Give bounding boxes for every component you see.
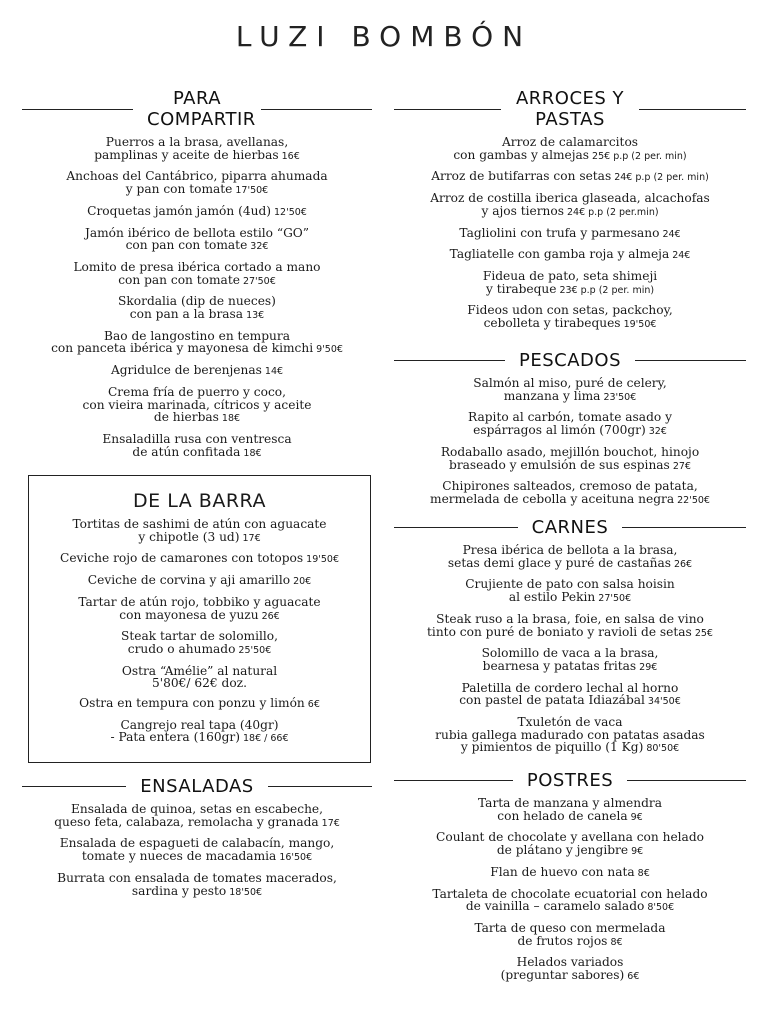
menu-item-price: 18€ bbox=[221, 413, 241, 425]
menu-item bbox=[22, 227, 372, 254]
menu-item-price: 24€ p.p (2 per.min) bbox=[566, 206, 659, 218]
menu-item-text: Ostra “Amélie” al natural bbox=[121, 663, 278, 678]
menu-item-text: Rodaballo asado, mejillón bouchot, hinojo bbox=[440, 444, 700, 459]
menu-item-line: con helado de canela bbox=[497, 808, 628, 823]
menu-item-price: 29€ bbox=[639, 661, 658, 673]
menu-item-text: Tortitas de sashimi de atún con aguacate bbox=[72, 517, 327, 531]
menu-item-text: Tartaleta de chocolate ecuatorial con helado bbox=[432, 886, 708, 901]
menu-item-price: 14€ bbox=[264, 366, 284, 378]
section-para-compartir bbox=[22, 88, 372, 460]
menu-item-line: queso feta, calabaza, remolacha y granada bbox=[54, 814, 319, 829]
menu-item bbox=[29, 552, 370, 567]
menu-item-text bbox=[394, 227, 746, 242]
menu-item bbox=[394, 270, 746, 297]
menu-item-line: mermelada de cebolla y aceituna negra bbox=[430, 491, 675, 506]
menu-item-text: Chipirones salteados, cremoso de patata, bbox=[442, 479, 698, 494]
menu-item-line: con mayonesa de yuzu bbox=[119, 607, 259, 622]
menu-item-price: 24€ p.p (2 per. min) bbox=[614, 172, 709, 184]
menu-item-text bbox=[394, 248, 746, 263]
menu-item-price: 27'50€ bbox=[242, 275, 276, 287]
section-title: ENSALADAS bbox=[140, 776, 254, 797]
menu-item-price: 12'50€ bbox=[274, 206, 307, 218]
menu-item bbox=[394, 716, 746, 756]
menu-item-text bbox=[22, 885, 372, 900]
menu-item-text bbox=[29, 643, 370, 658]
menu-item-text: Ensaladilla rusa con ventresca bbox=[102, 431, 292, 446]
menu-item bbox=[394, 170, 746, 185]
section-title: CARNES bbox=[531, 517, 609, 538]
menu-item-text: Rapito al carbón, tomate asado y bbox=[468, 410, 672, 425]
menu-item-text bbox=[29, 531, 370, 546]
menu-item bbox=[394, 227, 746, 242]
menu-item-text: Coulant de chocolate y avellana con helado bbox=[436, 830, 704, 845]
menu-item-line: de plátano y jengibre bbox=[496, 843, 629, 858]
menu-item-price: 23'50€ bbox=[603, 391, 637, 403]
menu-list bbox=[22, 803, 372, 899]
menu-item-text bbox=[394, 317, 746, 332]
menu-item-line: Tagliolini con trufa y parmesano bbox=[459, 225, 660, 240]
menu-item-price: 34'50€ bbox=[647, 696, 681, 708]
menu-item-line: con pan con tomate bbox=[118, 272, 240, 287]
menu-item-text bbox=[22, 239, 372, 254]
menu-item bbox=[22, 261, 372, 288]
section-title: PESCADOS bbox=[519, 350, 621, 371]
menu-item-price: 9€ bbox=[630, 811, 643, 823]
divider bbox=[268, 786, 372, 787]
menu-item-price: 17'50€ bbox=[235, 185, 269, 197]
menu-item-text bbox=[394, 810, 746, 825]
menu-item-line: con pan con tomate bbox=[125, 238, 248, 253]
menu-item-text: Lomito de presa ibérica cortado a mano bbox=[73, 259, 321, 274]
menu-item-text bbox=[22, 308, 372, 323]
section-arroces bbox=[394, 88, 746, 332]
menu-item-line: con gambas y almejas bbox=[453, 147, 590, 162]
menu-item-line: bearnesa y patatas fritas bbox=[482, 658, 637, 673]
menu-item-price: 16'50€ bbox=[279, 852, 313, 864]
menu-item-price: 9€ bbox=[631, 846, 644, 858]
divider bbox=[261, 109, 372, 110]
menu-item-text bbox=[394, 741, 746, 756]
menu-item-line: de atún confitada bbox=[132, 444, 241, 459]
menu-item bbox=[29, 665, 370, 690]
section-title: PARA COMPARTIR bbox=[147, 88, 256, 130]
divider bbox=[622, 527, 746, 528]
menu-item-price: 18€ / 66€ bbox=[242, 733, 289, 745]
menu-item-text bbox=[22, 342, 372, 357]
menu-item bbox=[394, 136, 746, 163]
menu-item-text: Crema fría de puerro y coco, bbox=[107, 384, 286, 399]
menu-item bbox=[394, 682, 746, 709]
menu-item-text bbox=[394, 459, 746, 474]
divider bbox=[635, 360, 746, 361]
menu-item-line: con pastel de patata Idiazábal bbox=[459, 693, 645, 708]
menu-item-text bbox=[22, 446, 372, 461]
divider bbox=[22, 109, 133, 110]
menu-item-text bbox=[394, 390, 746, 405]
divider bbox=[394, 109, 501, 110]
menu-item-text bbox=[22, 183, 372, 198]
section-pescados bbox=[394, 350, 746, 515]
menu-item-price: 24€ bbox=[662, 228, 681, 240]
menu-item-text: Paletilla de cordero lechal al horno bbox=[461, 680, 679, 695]
menu-item bbox=[394, 248, 746, 263]
menu-item-text: Cangrejo real tapa (40gr) bbox=[120, 717, 279, 732]
menu-item-price: 9'50€ bbox=[316, 344, 343, 356]
menu-item bbox=[394, 922, 746, 949]
menu-item-line: de frutos rojos bbox=[517, 933, 608, 948]
menu-item-text: Anchoas del Cantábrico, piparra ahumada bbox=[66, 169, 328, 184]
menu-list bbox=[29, 518, 370, 746]
menu-item-text: Steak tartar de solomillo, bbox=[120, 629, 278, 644]
menu-item-text bbox=[29, 552, 370, 567]
menu-item-line: de vainilla – caramelo salado bbox=[465, 899, 645, 914]
menu-item-line: tomate y nueces de macadamia bbox=[81, 849, 277, 864]
menu-item-text bbox=[394, 493, 746, 508]
menu-item-text bbox=[394, 844, 746, 859]
menu-item bbox=[394, 888, 746, 915]
menu-item-price: 17€ bbox=[242, 532, 261, 544]
menu-item-line: Ostra en tempura con ponzu y limón bbox=[79, 696, 305, 711]
menu-item-line: espárragos al limón (700gr) bbox=[473, 423, 646, 438]
menu-item-line: Croquetas jamón jamón (4ud) bbox=[87, 203, 272, 218]
menu-item bbox=[22, 205, 372, 220]
menu-item-text: Ensalada de quinoa, setas en escabeche, bbox=[70, 802, 324, 816]
menu-item bbox=[22, 330, 372, 357]
menu-item-text bbox=[394, 557, 746, 572]
menu-item bbox=[394, 831, 746, 858]
menu-item-price: 26€ bbox=[261, 610, 280, 622]
menu-item-price: 16€ bbox=[281, 150, 300, 162]
menu-item bbox=[394, 647, 746, 674]
menu-item-text bbox=[394, 283, 746, 298]
menu-item-price: 25'50€ bbox=[238, 644, 272, 656]
menu-item-text: Tartar de atún rojo, tobbiko y aguacate bbox=[78, 594, 321, 609]
menu-item-text bbox=[394, 591, 746, 606]
menu-item-line: tinto con puré de boniato y ravioli de setas bbox=[427, 624, 692, 639]
section-postres bbox=[394, 770, 746, 991]
menu-item bbox=[29, 719, 370, 746]
menu-item-price: 8€ bbox=[637, 867, 650, 879]
menu-item-text bbox=[394, 866, 746, 881]
menu-item-line: - Pata entera (160gr) bbox=[110, 730, 240, 745]
menu-item-text bbox=[394, 205, 746, 220]
menu-item-text bbox=[22, 149, 372, 164]
menu-item-text: Burrata con ensalada de tomates macerados, bbox=[57, 870, 337, 885]
menu-item-line: y chipotle (3 ud) bbox=[138, 529, 240, 544]
menu-item-line: pamplinas y aceite de hierbas bbox=[94, 147, 279, 162]
menu-item-price: 6€ bbox=[307, 699, 320, 711]
menu-item bbox=[394, 956, 746, 983]
menu-item bbox=[394, 304, 746, 331]
menu-item bbox=[29, 518, 370, 545]
menu-item-text bbox=[29, 574, 370, 589]
menu-item-line: manzana y lima bbox=[503, 388, 601, 403]
menu-item-text bbox=[22, 816, 372, 831]
menu-item-text: Tarta de manzana y almendra bbox=[478, 796, 662, 810]
divider bbox=[394, 527, 518, 528]
menu-item-text bbox=[394, 900, 746, 915]
menu-item bbox=[394, 411, 746, 438]
menu-item bbox=[394, 797, 746, 824]
menu-item-text bbox=[394, 969, 746, 984]
menu-item-line: de hierbas bbox=[153, 410, 219, 425]
menu-item-text bbox=[394, 660, 746, 675]
menu-item-text: Fideua de pato, seta shimeji bbox=[482, 268, 658, 283]
menu-list bbox=[22, 136, 372, 460]
menu-item-text: Solomillo de vaca a la brasa, bbox=[481, 646, 659, 661]
menu-item-text: rubia gallega madurado con patatas asadas bbox=[435, 727, 705, 742]
menu-item-text bbox=[22, 850, 372, 865]
menu-item-text: Puerros a la brasa, avellanas, bbox=[105, 135, 289, 149]
section-header bbox=[394, 517, 746, 538]
menu-item-price: 19'50€ bbox=[306, 554, 339, 566]
menu-item-text: Fideos udon con setas, packchoy, bbox=[467, 303, 673, 318]
menu-item-line: crudo o ahumado bbox=[127, 641, 236, 656]
menu-item bbox=[394, 613, 746, 640]
menu-item-price: 32€ bbox=[648, 426, 667, 438]
menu-item-text bbox=[394, 626, 746, 641]
menu-item bbox=[22, 170, 372, 197]
menu-item-text bbox=[22, 364, 372, 379]
section-header bbox=[22, 88, 372, 130]
menu-item-line: con pan a la brasa bbox=[129, 307, 244, 322]
menu-item-text: Arroz de costilla iberica glaseada, alcachofas bbox=[430, 191, 710, 206]
menu-item-price: 8€ bbox=[610, 936, 623, 948]
menu-item-line: y tirabeque bbox=[485, 281, 557, 296]
menu-item bbox=[394, 446, 746, 473]
menu-item-price: 6€ bbox=[627, 971, 640, 983]
menu-item-text: con vieira marinada, cítricos y aceite bbox=[82, 397, 312, 412]
menu-item-text: Jamón ibérico de bellota estilo “GO” bbox=[84, 225, 310, 240]
menu-item-price: 80'50€ bbox=[646, 743, 680, 755]
section-header bbox=[394, 88, 746, 130]
restaurant-brand: LUZI BOMBÓN bbox=[235, 20, 533, 53]
menu-item bbox=[22, 295, 372, 322]
menu-item-line: Flan de huevo con nata bbox=[490, 864, 635, 879]
right-column bbox=[394, 88, 746, 339]
menu-item-text: Helados variados bbox=[516, 955, 624, 970]
menu-item-price: 13€ bbox=[246, 310, 265, 322]
menu-item-text: Crujiente de pato con salsa hoisin bbox=[465, 577, 675, 592]
menu-item-line: Ceviche rojo de camarones con totopos bbox=[60, 551, 304, 566]
menu-item-text: Steak ruso a la brasa, foie, en salsa de vino bbox=[436, 611, 704, 626]
menu-item-line: sardina y pesto bbox=[131, 883, 227, 898]
menu-item bbox=[394, 544, 746, 571]
menu-item-text: 5'80€/ 62€ doz. bbox=[152, 676, 247, 691]
menu-item-price: 23€ p.p (2 per. min) bbox=[559, 284, 655, 296]
section-ensaladas bbox=[22, 776, 372, 906]
menu-item-text: Skordalia (dip de nueces) bbox=[118, 294, 276, 309]
menu-item-line: braseado y emulsión de sus espinas bbox=[449, 457, 670, 472]
menu-list bbox=[394, 797, 746, 984]
menu-item-price: 27'50€ bbox=[598, 593, 632, 605]
section-de-la-barra bbox=[28, 475, 371, 763]
menu-item-text bbox=[394, 170, 746, 185]
menu-list bbox=[394, 544, 746, 756]
menu-item bbox=[394, 377, 746, 404]
menu-item-line: Tagliatelle con gamba roja y almeja bbox=[449, 247, 670, 262]
menu-item-price: 18€ bbox=[243, 447, 262, 459]
menu-item-line: y pimientos de piquillo (1 Kg) bbox=[460, 740, 644, 755]
section-header bbox=[394, 770, 746, 791]
menu-item bbox=[394, 480, 746, 507]
menu-item bbox=[394, 578, 746, 605]
menu-item-line: Ceviche de corvina y aji amarillo bbox=[87, 573, 291, 588]
divider bbox=[639, 109, 746, 110]
menu-item bbox=[394, 866, 746, 881]
menu-item-line: al estilo Pekin bbox=[508, 590, 596, 605]
menu-item-line: setas demi glace y puré de castañas bbox=[447, 555, 671, 570]
menu-item-price: 25€ p.p (2 per. min) bbox=[592, 150, 687, 162]
divider bbox=[394, 360, 505, 361]
menu-item bbox=[22, 386, 372, 426]
section-title: ARROCES Y PASTAS bbox=[515, 88, 625, 130]
menu-item bbox=[22, 872, 372, 899]
menu-item-text bbox=[22, 411, 372, 426]
menu-item-text bbox=[394, 694, 746, 709]
menu-item-text: Ensalada de espagueti de calabacín, mango, bbox=[59, 836, 335, 851]
menu-item-price: 22'50€ bbox=[677, 494, 710, 506]
menu-item-line: y pan con tomate bbox=[125, 182, 233, 197]
menu-item-text bbox=[394, 149, 746, 164]
menu-item-line: y ajos tiernos bbox=[481, 203, 564, 218]
menu-item-price: 26€ bbox=[673, 558, 693, 570]
section-title: POSTRES bbox=[526, 770, 614, 791]
menu-item-text: Arroz de calamarcitos bbox=[501, 135, 639, 149]
menu-item-text bbox=[22, 205, 372, 220]
menu-item-price: 17€ bbox=[321, 817, 340, 829]
menu-item-text: Tarta de queso con mermelada bbox=[474, 920, 666, 935]
section-carnes bbox=[394, 517, 746, 763]
menu-item-text: Salmón al miso, puré de celery, bbox=[473, 376, 667, 390]
section-header bbox=[394, 350, 746, 371]
divider bbox=[394, 780, 513, 781]
menu-item-price: 8'50€ bbox=[647, 902, 675, 914]
menu-item bbox=[394, 192, 746, 219]
section-title: DE LA BARRA bbox=[133, 490, 266, 512]
menu-item-line: Arroz de butifarras con setas bbox=[431, 169, 612, 184]
menu-item-price: 20€ bbox=[293, 576, 312, 588]
menu-item-text bbox=[29, 697, 370, 712]
menu-item-price: 18'50€ bbox=[229, 886, 263, 898]
divider bbox=[22, 786, 126, 787]
menu-item-text: Presa ibérica de bellota a la brasa, bbox=[462, 543, 678, 557]
menu-item bbox=[22, 136, 372, 163]
menu-item-price: 25€ bbox=[694, 627, 713, 639]
menu-item-text bbox=[29, 731, 370, 746]
menu-list bbox=[394, 377, 746, 508]
menu-item-price: 32€ bbox=[250, 241, 269, 253]
divider bbox=[627, 780, 746, 781]
menu-item bbox=[22, 364, 372, 379]
menu-item-text: Bao de langostino en tempura bbox=[104, 328, 290, 343]
menu-item bbox=[29, 596, 370, 623]
menu-item-text: Txuletón de vaca bbox=[517, 715, 623, 730]
menu-item-text bbox=[394, 935, 746, 950]
menu-item bbox=[29, 630, 370, 657]
menu-item-text bbox=[22, 274, 372, 289]
menu-item bbox=[22, 803, 372, 830]
menu-item bbox=[29, 697, 370, 712]
menu-item-line: Agridulce de berenjenas bbox=[110, 363, 262, 378]
menu-list bbox=[394, 136, 746, 332]
left-column bbox=[22, 88, 372, 467]
menu-item bbox=[29, 574, 370, 589]
section-header bbox=[22, 776, 372, 797]
menu-item-price: 19'50€ bbox=[623, 319, 657, 331]
menu-item-price: 24€ bbox=[672, 250, 691, 262]
menu-item-price: 27€ bbox=[672, 460, 691, 472]
menu-item bbox=[22, 433, 372, 460]
menu-item-line: cebolleta y tirabeques bbox=[483, 316, 621, 331]
menu-item-line: con panceta ibérica y mayonesa de kimchi bbox=[51, 341, 314, 356]
menu-item-text bbox=[29, 609, 370, 624]
menu-item bbox=[22, 837, 372, 864]
menu-item-line: (preguntar sabores) bbox=[500, 968, 625, 983]
menu-item-text bbox=[394, 424, 746, 439]
